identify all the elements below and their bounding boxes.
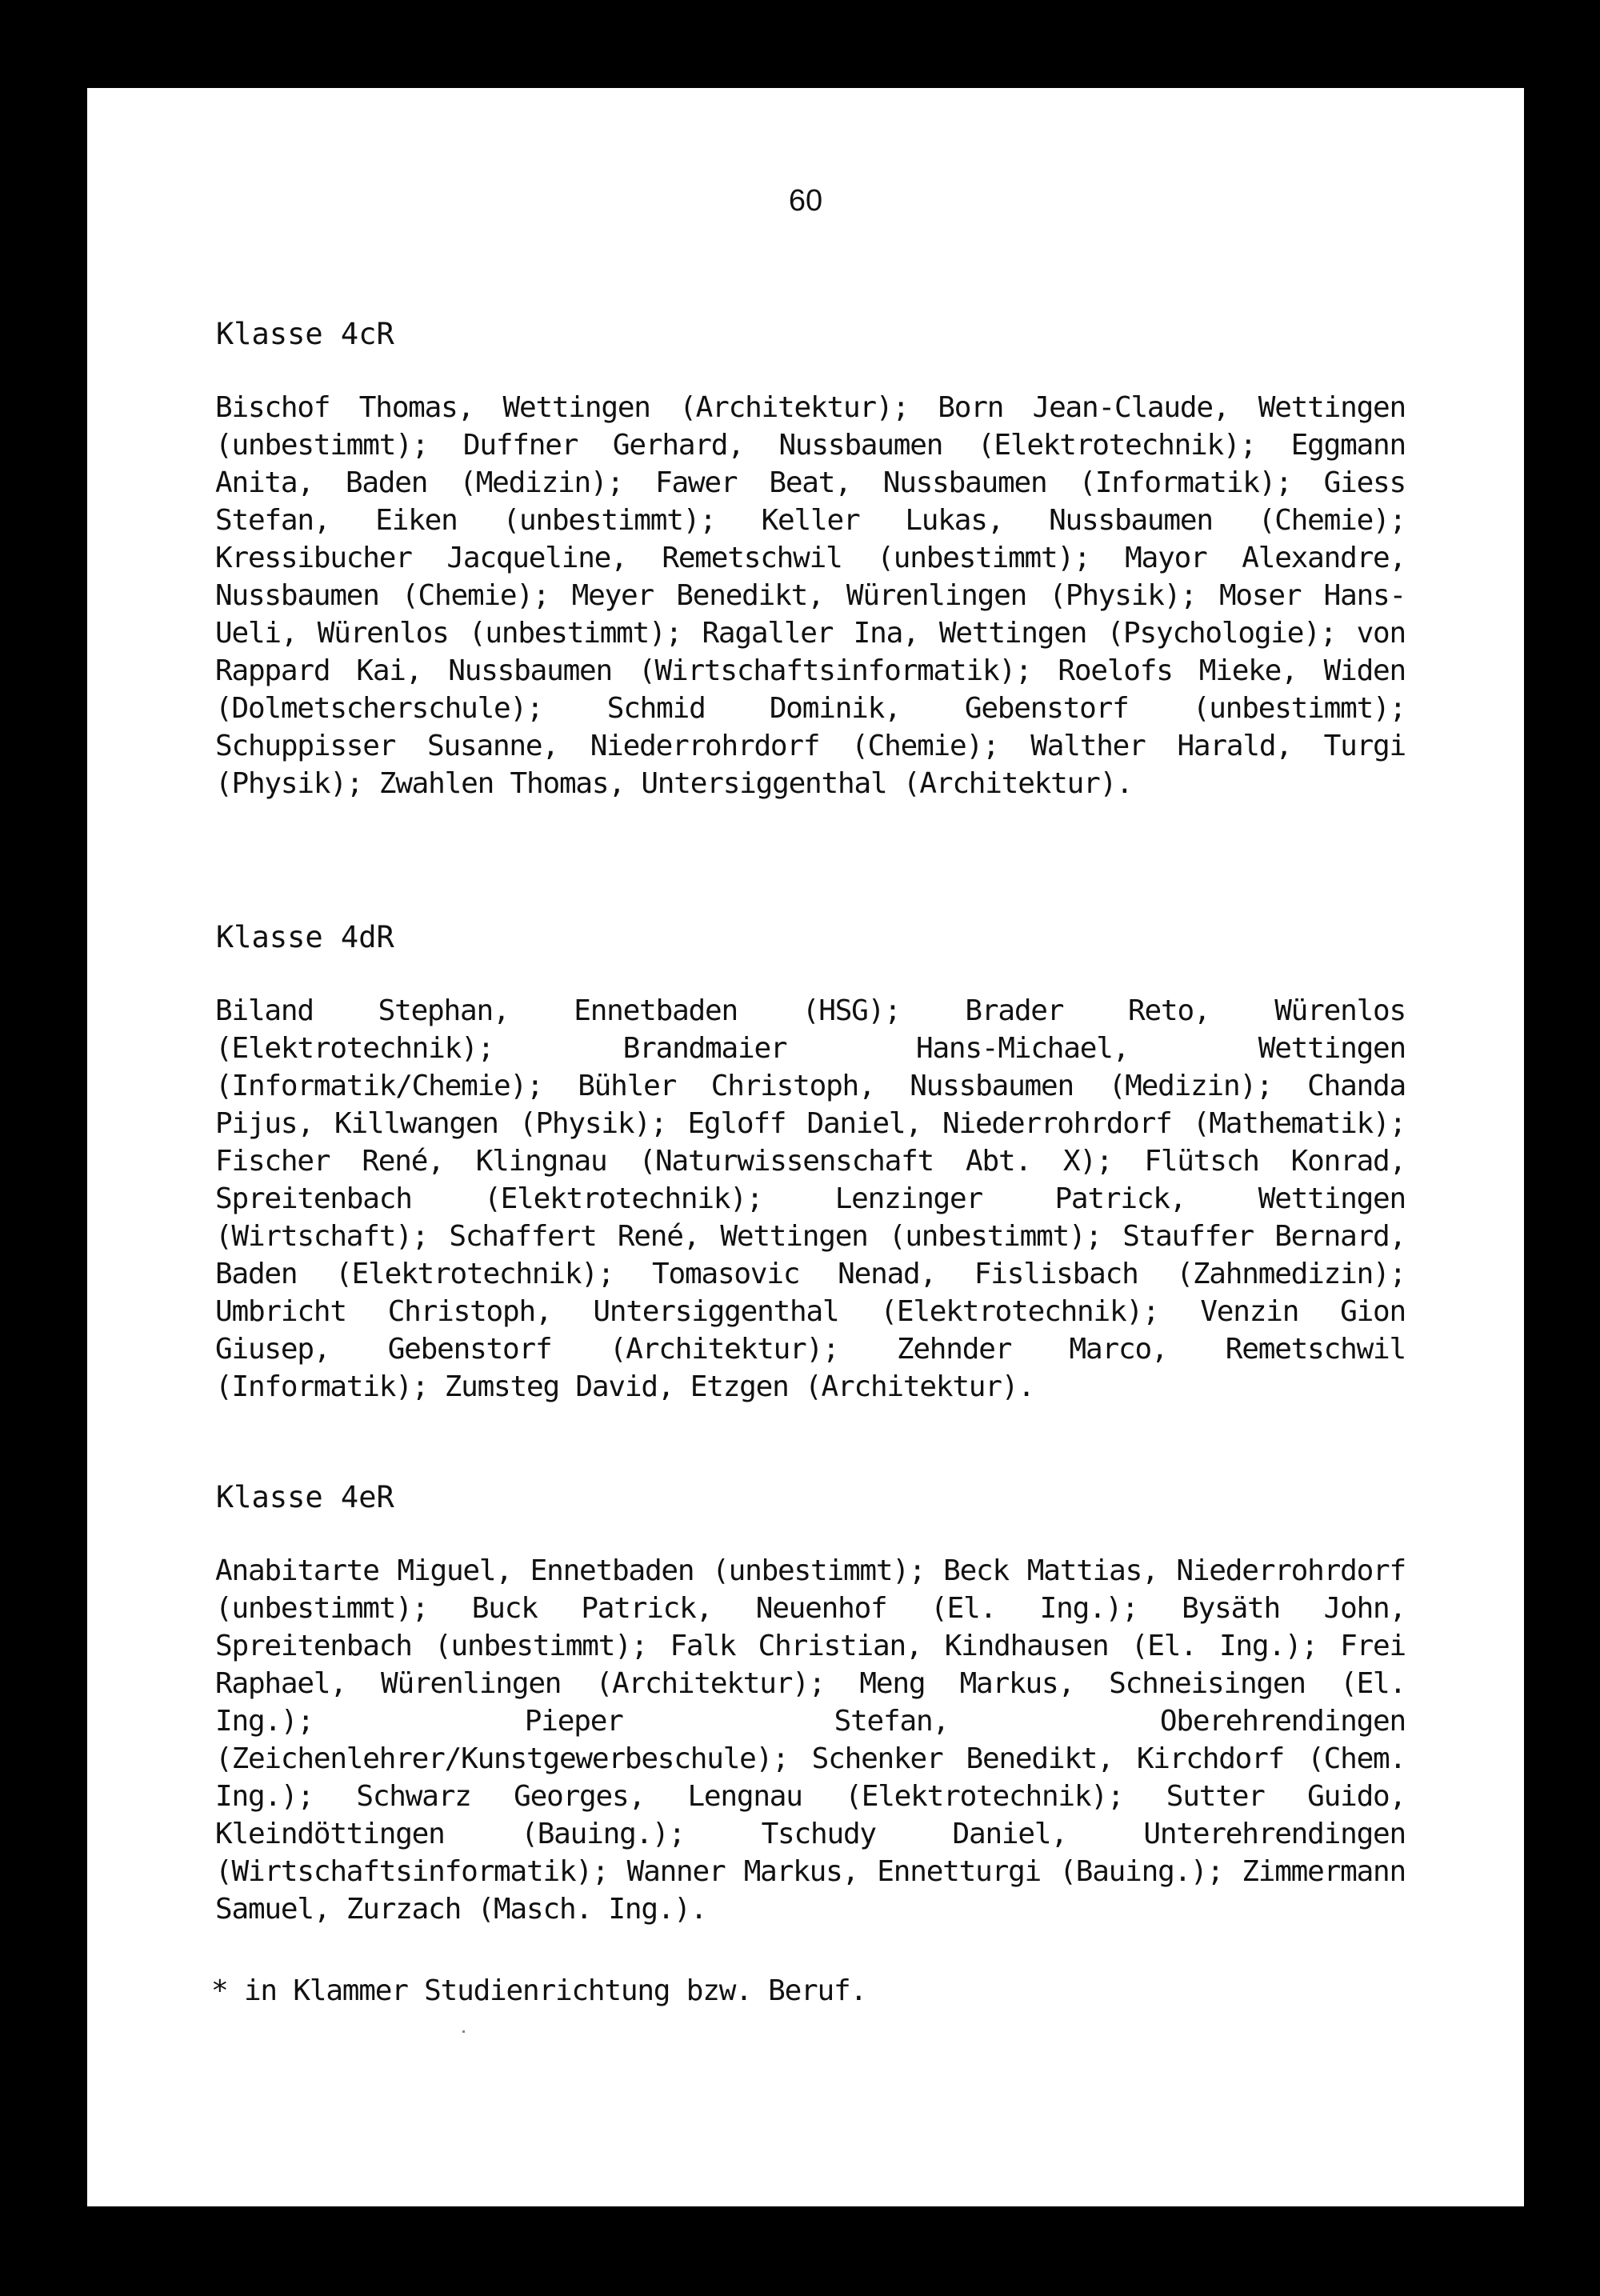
section-heading-4dR: Klasse 4dR	[216, 920, 394, 954]
section-text-4cR: Bischof Thomas, Wettingen (Architektur); Born Jean-Claude, Wettingen (unbestimmt); Duffner Gerhard, Nussbaumen (Elektrotechnik); Eggmann Anita, Baden (Medizin); Fawer Beat, Nussbaumen (Informatik); Giess Stefan, Eiken (unbestimmt); Keller Lukas, Nussbaumen (Chemie); Kressibucher Jacqueline, Remetschwil (unbestimmt); Mayor Alexandre, Nussbaumen (Chemie); Meyer Benedikt, Würenlingen (Physik); Moser Hans-Ueli, Würenlos (unbestimmt); Ragaller Ina, Wettingen (Psychologie); von Rappard Kai, Nussbaumen (Wirtschaftsinformatik); Roelofs Mieke, Widen (Dolmetscherschule); Schmid Dominik, Gebenstorf (unbestimmt); Schuppisser Susanne, Niederrohrdorf (Chemie); Walther Harald, Turgi (Physik); Zwahlen Thomas, Untersiggenthal (Architektur).	[215, 391, 1406, 800]
speck-mark	[462, 2030, 465, 2033]
section-heading-4cR: Klasse 4cR	[216, 317, 394, 351]
page-number: 60	[788, 184, 823, 218]
section-text-4dR: Biland Stephan, Ennetbaden (HSG); Brader Reto, Würenlos (Elektrotechnik); Brandmaier Hans-Michael, Wettingen (Informatik/Chemie); Bühler Christoph, Nussbaumen (Medizin); Chanda Pijus, Killwangen (Physik); Egloff Daniel, Niederrohrdorf (Mathematik); Fischer René, Klingnau (Naturwissenschaft Abt. X); Flütsch Konrad, Spreitenbach (Elektrotechnik); Lenzinger Patrick, Wettingen (Wirtschaft); Schaffert René, Wettingen (unbestimmt); Stauffer Bernard, Baden (Elektrotechnik); Tomasovic Nenad, Fislisbach (Zahnmedizin); Umbricht Christoph, Untersiggenthal (Elektrotechnik); Venzin Gion Giusep, Gebenstorf (Architektur); Zehnder Marco, Remetschwil (Informatik); Zumsteg David, Etzgen (Architektur).	[215, 994, 1406, 1403]
document-page	[87, 88, 1524, 2206]
section-heading-4eR: Klasse 4eR	[216, 1480, 394, 1514]
section-text-4eR: Anabitarte Miguel, Ennetbaden (unbestimmt); Beck Mattias, Niederrohrdorf (unbestimmt); Buck Patrick, Neuenhof (El. Ing.); Bysäth John, Spreitenbach (unbestimmt); Falk Christian, Kindhausen (El. Ing.); Frei Raphael, Würenlingen (Architektur); Meng Markus, Schneisingen (El. Ing.); Pieper Stefan, Oberehrendingen (Zeichenlehrer/Kunstgewerbeschule); Schenker Benedikt, Kirchdorf (Chem. Ing.); Schwarz Georges, Lengnau (Elektrotechnik); Sutter Guido, Kleindöttingen (Bauing.); Tschudy Daniel, Unterehrendingen (Wirtschaftsinformatik); Wanner Markus, Ennetturgi (Bauing.); Zimmermann Samuel, Zurzach (Masch. Ing.).	[215, 1554, 1406, 1926]
footnote: * in Klammer Studienrichtung bzw. Beruf.	[211, 1974, 866, 2007]
